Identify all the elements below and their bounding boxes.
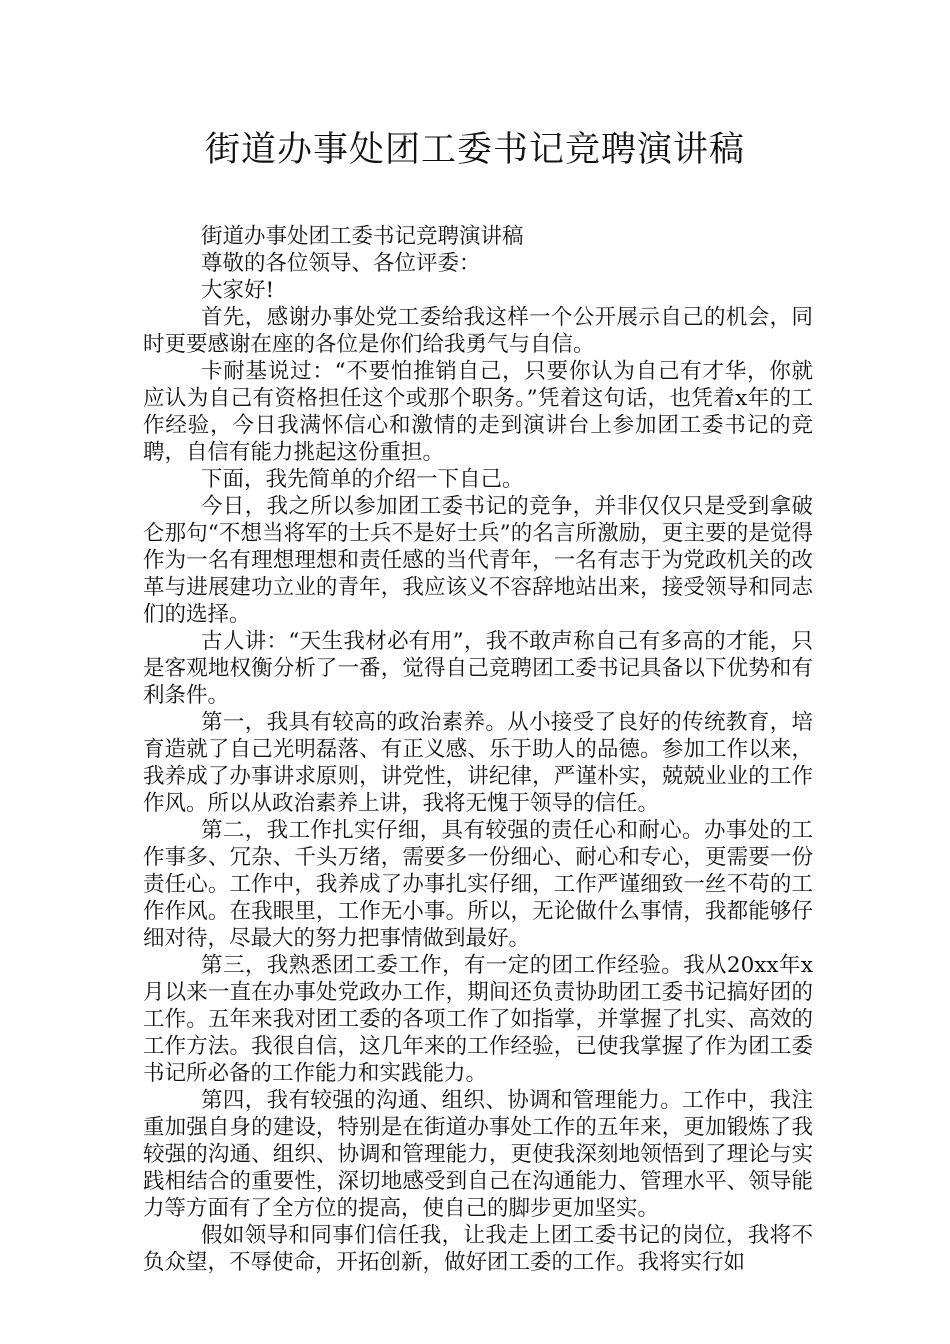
paragraph: 古人讲：“天生我材必有用”，我不敢声称自己有多高的才能，只是客观地权衡分析了一番，觉得自己竞聘团工委书记具备以下优势和有利条件。 bbox=[143, 629, 813, 708]
paragraph: 第三，我熟悉团工委工作，有一定的团工作经验。我从20xx年x月以来一直在办事处党政办工作，期间还负责协助团工委书记搞好团的工作。五年来我对团工委的各项工作了如指掌，并掌握了扎实、高效的工作方法。我很自信，这几年来的工作经验，已使我掌握了作为团工委书记所必备的工作能力和实践能力。 bbox=[143, 953, 813, 1086]
paragraph: 首先，感谢办事处党工委给我这样一个公开展示自己的机会，同时更要感谢在座的各位是你们给我勇气与自信。 bbox=[143, 305, 813, 357]
paragraph-salutation: 尊敬的各位领导、各位评委： bbox=[201, 251, 481, 276]
paragraph: 今日，我之所以参加团工委书记的竞争，并非仅仅只是受到拿破仑那句“不想当将军的士兵不是好士兵”的名言所激励，更主要的是觉得作为一名有理想理想和责任感的当代青年，一名有志于为党政机关的改革与进展建功立业的青年，我应该义不容辞地站出来，接受领导和同志们的选择。 bbox=[143, 494, 813, 627]
paragraph-heading-repeat: 街道办事处团工委书记竞聘演讲稿 bbox=[201, 224, 524, 249]
paragraph: 第四，我有较强的沟通、组织、协调和管理能力。工作中，我注重加强自身的建设，特别是在街道办事处工作的五年来，更加锻炼了我较强的沟通、组织、协调和管理能力，更使我深刻地领悟到了理论与实践相结合的重要性，深切地感受到自己在沟通能力、管理水平、领导能力等方面有了全方位的提高，使自己的脚步更加坚实。 bbox=[143, 1088, 813, 1221]
document-title: 街道办事处团工委书记竞聘演讲稿 bbox=[204, 130, 745, 170]
document-body bbox=[143, 223, 813, 1276]
paragraph: 下面，我先简单的介绍一下自己。 bbox=[201, 467, 524, 492]
paragraph: 第一，我具有较高的政治素养。从小接受了良好的传统教育，培育造就了自己光明磊落、有正义感、乐于助人的品德。参加工作以来，我养成了办事讲求原则，讲党性，讲纪律，严谨朴实，兢兢业业的工作作风。所以从政治素养上讲，我将无愧于领导的信任。 bbox=[143, 710, 813, 816]
paragraph-greeting: 大家好! bbox=[201, 278, 275, 303]
paragraph: 第二，我工作扎实仔细，具有较强的责任心和耐心。办事处的工作事多、冗杂、千头万绪，需要多一份细心、耐心和专心，更需要一份责任心。工作中，我养成了办事扎实仔细，工作严谨细致一丝不苟的工作作风。在我眼里，工作无小事。所以，无论做什么事情，我都能够仔细对待，尽最大的努力把事情做到最好。 bbox=[143, 818, 813, 951]
paragraph: 假如领导和同事们信任我，让我走上团工委书记的岗位，我将不负众望，不辱使命，开拓创新，做好团工委的工作。我将实行如 bbox=[143, 1223, 813, 1275]
paragraph: 卡耐基说过：“不要怕推销自己，只要你认为自己有才华，你就应认为自己有资格担任这个或那个职务。”凭着这句话，也凭着x年的工作经验，今日我满怀信心和激情的走到演讲台上参加团工委书记的竞聘，自信有能力挑起这份重担。 bbox=[143, 359, 813, 465]
